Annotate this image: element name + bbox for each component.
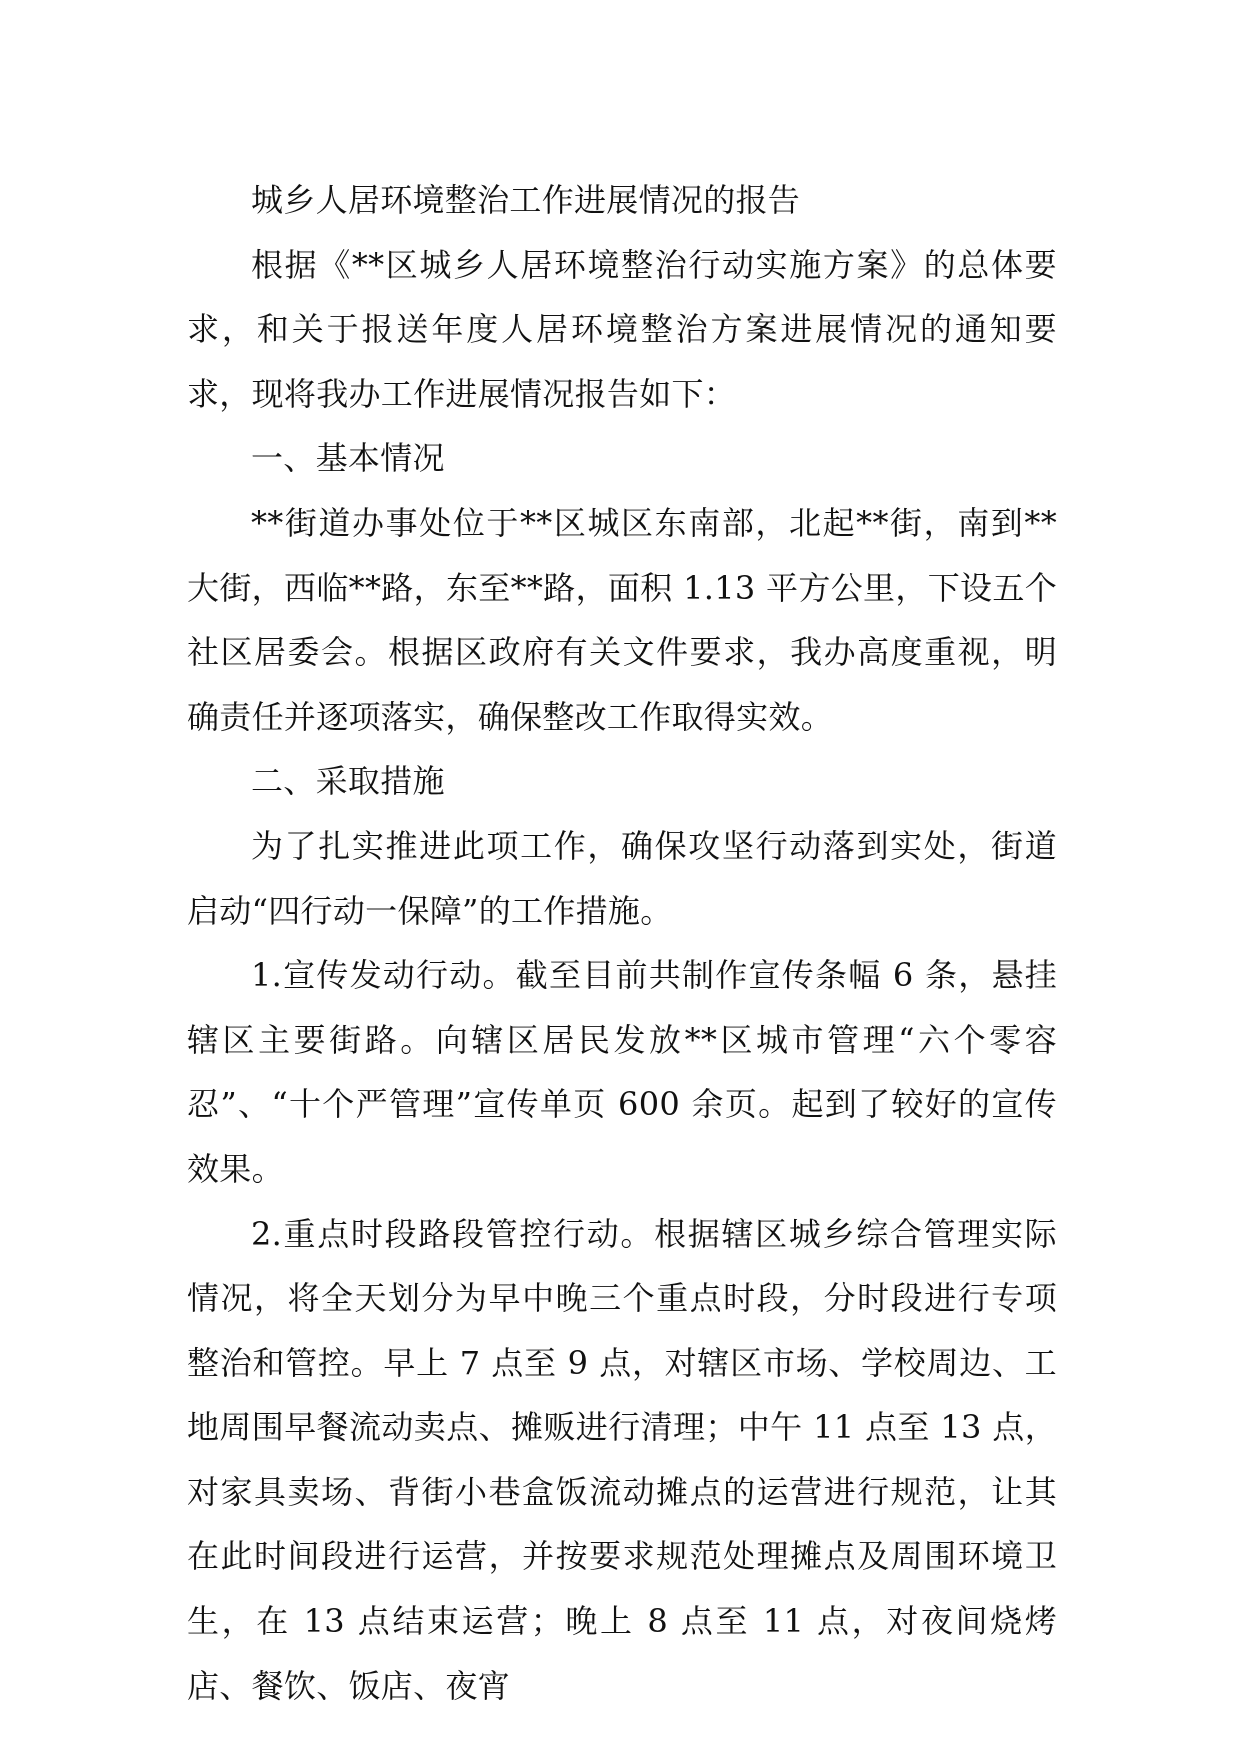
document-title: 城乡人居环境整治工作进展情况的报告 <box>251 181 801 219</box>
paragraph-measure-2: 2.重点时段路段管控行动。根据辖区城乡综合管理实际情况，将全天划分为早中晚三个重点时段，分时段进行专项整治和管控。早上 7 点至 9 点，对辖区市场、学校周边、工地周围早餐流动卖点、摊贩进行清理；中午 11 点至 13 点，对家具卖场、背街小巷盒饭流动摊点的运营进行规范，让其在此时间段进行运营，并按要求规范处理摊点及周围环境卫生，在 13 点结束运营；晚上 8 点至 11 点，对夜间烧烤店、餐饮、饭店、夜宵 <box>187 1214 1057 1705</box>
paragraph-basic-info: **街道办事处位于**区城区东南部，北起**街，南到**大街，西临**路，东至**路，面积 1.13 平方公里，下设五个社区居委会。根据区政府有关文件要求，我办高度重视，明确责任并逐项落实，确保整改工作取得实效。 <box>187 503 1057 736</box>
section-heading-measures: 二、采取措施 <box>251 762 445 801</box>
section-heading-basic: 一、基本情况 <box>251 439 445 478</box>
paragraph-intro: 根据《**区城乡人居环境整治行动实施方案》的总体要求，和关于报送年度人居环境整治方案进展情况的通知要求，现将我办工作进展情况报告如下： <box>187 245 1057 413</box>
paragraph-measure-1: 1.宣传发动行动。截至目前共制作宣传条幅 6 条，悬挂辖区主要街路。向辖区居民发放**区城市管理“六个零容忍”、“十个严管理”宣传单页 600 余页。起到了较好的宣传效果。 <box>187 956 1057 1188</box>
paragraph-measures-intro: 为了扎实推进此项工作，确保攻坚行动落到实处，街道启动“四行动一保障”的工作措施。 <box>187 826 1057 930</box>
document-body <box>187 168 1057 1718</box>
